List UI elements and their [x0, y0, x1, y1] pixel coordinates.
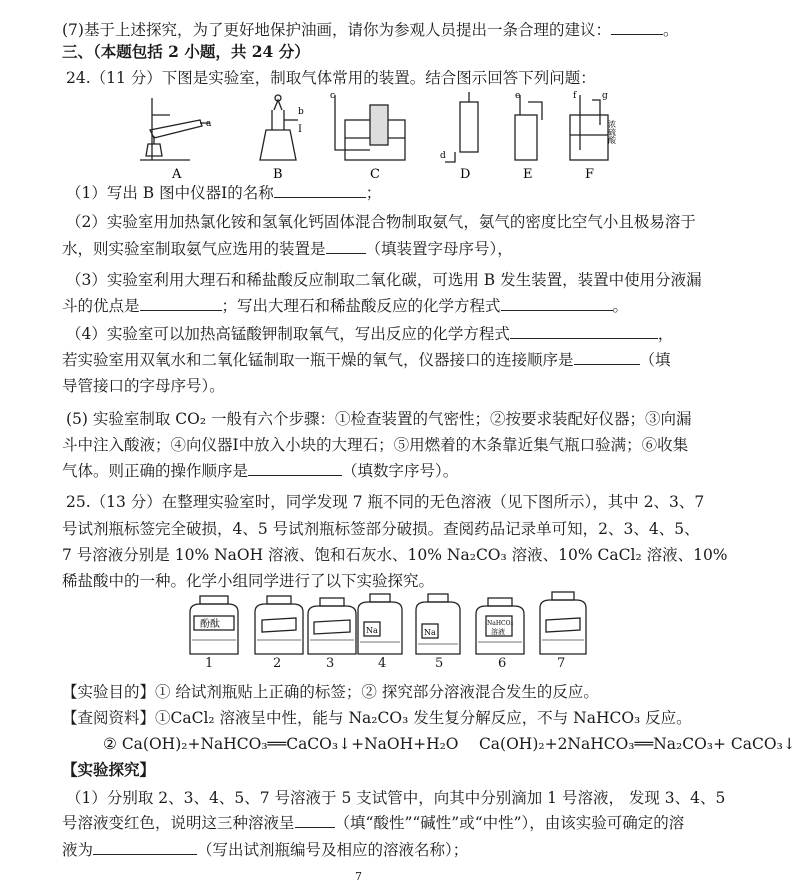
q7-text: (7)基于上述探究，为了更好地保护油画，请你为参观人员提出一条合理的建议：	[62, 21, 611, 39]
q24-stem: 24.（11 分）下图是实验室，制取气体常用的装置。结合图示回答下列问题：	[66, 69, 596, 87]
q24-2-line2	[62, 239, 513, 259]
explore-1-text: 号溶液变红色，说明这三种溶液呈	[62, 814, 295, 832]
q24-1-text: （1）写出 B 图中仪器I的名称	[66, 184, 274, 202]
q24-3-line1: （3）实验室利用大理石和稀盐酸反应制取二氧化碳，可选用 B 发生装置，装置中使用分液漏	[66, 271, 702, 289]
q24-3-text2: ；写出大理石和稀盐酸反应的化学方程式	[221, 297, 501, 315]
letter-b: b	[298, 107, 304, 117]
q24-1-end: ；	[365, 184, 382, 202]
label-e: E	[523, 167, 533, 182]
q25-line1: 25.（13 分）在整理实验室时，同学发现 7 瓶不同的无色溶液（见下图所示），其中 2、3、7	[66, 493, 705, 511]
q24-5-end: （填数字序号）。	[342, 462, 459, 480]
bottle-5-label: Na	[424, 628, 436, 637]
bottle-7	[540, 600, 586, 654]
explore-1-text3: 液为	[62, 841, 94, 859]
q24-4-text2: 若实验室用双氧水和二氧化锰制取一瓶干燥的氧气，仪器接口的连接顺序是	[62, 351, 574, 369]
bottle-6-label-bottom: 溶液	[491, 628, 505, 636]
letter-c: c	[330, 91, 336, 101]
bottle-number-5: 5	[435, 656, 444, 671]
letter-e: e	[515, 91, 521, 101]
label-d: D	[460, 167, 471, 182]
bottle-number-4: 4	[378, 656, 387, 671]
q25-line2: 号试剂瓶标签完全破损，4、5 号试剂瓶标签部分破损。查阅药品记录单可知，2、3、4、5、	[62, 520, 700, 538]
bottle-6-label-top: NaHCO₃	[487, 620, 513, 627]
explore-1-end: （写出试剂瓶编号及相应的溶液名称）；	[197, 841, 469, 859]
info-line2: ② Ca(OH)₂+NaHCO₃══CaCO₃↓+NaOH+H₂O Ca(OH)₂+2NaHCO₃══Na₂CO₃+ CaCO₃↓	[103, 735, 796, 753]
q24-1-blank[interactable]	[274, 183, 366, 198]
q24-4-text: （4）实验室可以加热高锰酸钾制取氧气，写出反应的化学方程式	[66, 325, 510, 343]
apparatus-f	[570, 95, 608, 160]
q24-4-end: ，	[657, 325, 674, 343]
bottle-4-label: Na	[366, 626, 378, 635]
bottle-number-7: 7	[557, 656, 566, 671]
conc-sulfuric-label: 浓硫酸	[607, 120, 617, 144]
explore-heading: 【实验探究】	[62, 760, 156, 779]
label-c: C	[370, 167, 380, 182]
explore-1-line2	[62, 813, 684, 833]
q24-4-blank2[interactable]	[574, 350, 640, 365]
q24-2-end: （填装置字母序号），	[365, 240, 513, 258]
q24-5-line3	[62, 461, 458, 481]
q24-4-fill: （填	[639, 351, 671, 369]
explore-1-blank2[interactable]	[93, 840, 197, 855]
q24-5-line1: (5) 实验室制取 CO₂ 一般有六个步骤：①检查装置的气密性；②按要求装配好仪器；③向漏	[66, 410, 692, 428]
q25-line3: 7 号溶液分别是 10% NaOH 溶液、饱和石灰水、10% Na₂CO₃ 溶液、10% CaCl₂ 溶液、10%	[62, 546, 728, 564]
letter-f: f	[573, 91, 577, 101]
apparatus-e	[515, 95, 542, 160]
q24-3-line2	[62, 296, 628, 316]
letter-d: d	[440, 151, 446, 161]
q24-4-line2	[62, 350, 671, 370]
q24-5-line2: 斗中注入酸液；④向仪器I中放入小块的大理石；⑤用燃着的木条靠近集气瓶口验满；⑥收集	[62, 436, 689, 454]
section-3-heading: 三、（本题包括 2 小题，共 24 分）	[62, 42, 310, 61]
q24-5-blank[interactable]	[248, 461, 342, 476]
bottle-number-6: 6	[498, 656, 507, 671]
q24-5-text: 气体。则正确的操作顺序是	[62, 462, 249, 480]
explore-1-text2: （填“酸性”“碱性”或“中性”），由该实验可确定的溶	[334, 814, 685, 832]
apparatus-c	[335, 95, 405, 160]
letter-a: a	[206, 119, 212, 129]
q24-3-end: 。	[612, 297, 629, 315]
info-line1: 【查阅资料】①CaCl₂ 溶液呈中性，能与 Na₂CO₃ 发生复分解反应，不与 NaHCO₃ 反应。	[62, 709, 692, 727]
q24-2-line1: （2）实验室用加热氯化铵和氢氧化钙固体混合物制取氨气，氨气的密度比空气小且极易溶于	[66, 213, 696, 231]
bottle-1-label: 酚酞	[200, 619, 220, 630]
label-a: A	[172, 167, 182, 182]
letter-g: g	[602, 91, 608, 101]
purpose-line: 【实验目的】① 给试剂瓶贴上正确的标签；② 探究部分溶液混合发生的反应。	[62, 683, 599, 701]
bottle-number-1: 1	[205, 656, 214, 671]
bottle-number-3: 3	[326, 656, 335, 671]
letter-i: I	[298, 124, 302, 135]
q24-1-line	[66, 183, 381, 203]
q24-4-blank1[interactable]	[510, 324, 658, 339]
q24-3-blank1[interactable]	[140, 296, 222, 311]
q24-4-line1	[66, 324, 673, 344]
q24-3-blank2[interactable]	[501, 296, 613, 311]
q24-3-text: 斗的优点是	[62, 297, 140, 315]
q25-line4: 稀盐酸中的一种。化学小组同学进行了以下实验探究。	[62, 572, 435, 590]
apparatus-figure	[130, 90, 650, 185]
bottle-number-2: 2	[273, 656, 282, 671]
q7-end: 。	[662, 21, 679, 39]
explore-1-line3	[62, 840, 468, 860]
bottles-figure	[180, 592, 600, 660]
label-f: F	[585, 167, 595, 182]
q24-4-line3: 导管接口的字母序号）。	[62, 377, 225, 395]
apparatus-b	[260, 95, 298, 160]
bottle-3	[308, 606, 356, 654]
page-number: 7	[355, 870, 362, 883]
apparatus-d	[445, 92, 478, 162]
apparatus-a	[140, 98, 210, 160]
q7-line	[62, 20, 678, 40]
q24-2-text: 水，则实验室制取氨气应选用的装置是	[62, 240, 326, 258]
explore-1-blank1[interactable]	[295, 813, 335, 828]
q24-2-blank[interactable]	[326, 239, 366, 254]
explore-1-line1: （1）分别取 2、3、4、5、7 号溶液于 5 支试管中，向其中分别滴加 1 号溶液， 发现 3、4、5	[66, 789, 726, 807]
label-b: B	[273, 167, 283, 182]
q7-blank[interactable]	[611, 20, 663, 35]
